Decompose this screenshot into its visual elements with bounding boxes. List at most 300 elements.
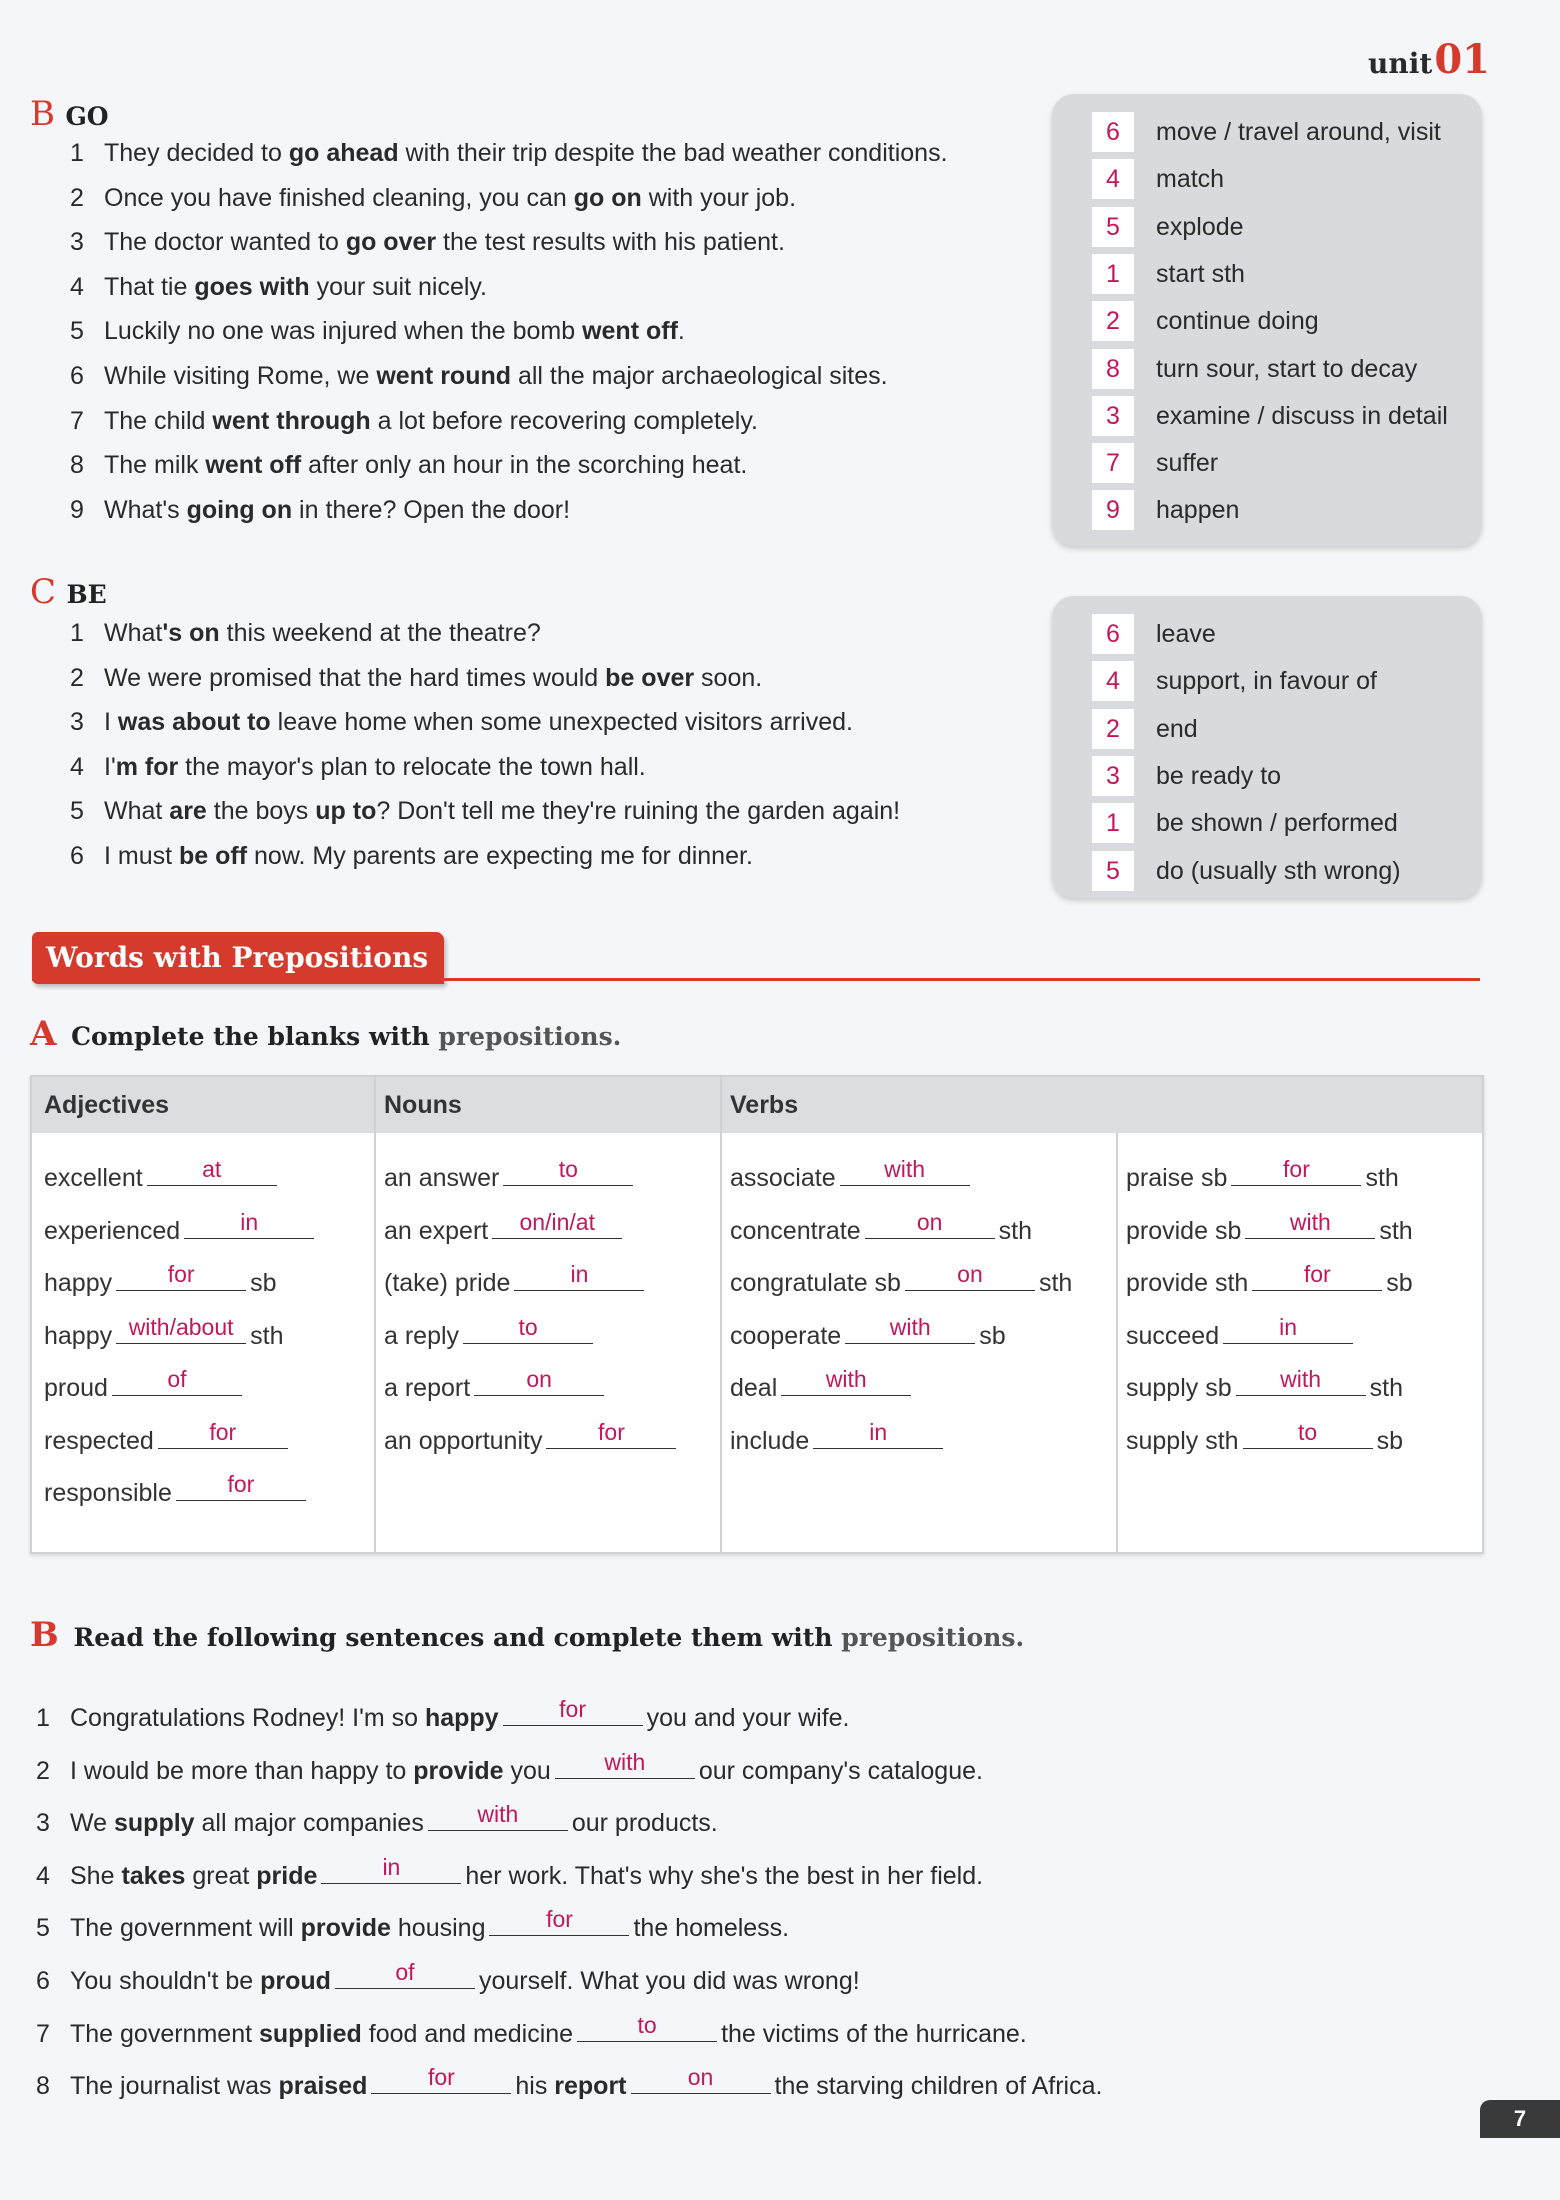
table-cell [44, 1206, 318, 1246]
cell-word: praise sb [1126, 1164, 1228, 1192]
phrasal-verb: 's on [162, 619, 220, 647]
item-text: the mayor's plan to relocate the town hall. [178, 752, 646, 781]
table-cell [1126, 1416, 1403, 1456]
answer-blank [503, 1693, 643, 1726]
item-text: I must [104, 842, 180, 870]
answer-blank [845, 1311, 975, 1344]
table-cell [44, 1311, 283, 1351]
item-number: 2 [70, 663, 84, 692]
keyword: proud [260, 1967, 331, 1995]
answer-blank [371, 2061, 511, 2094]
answer-blank [463, 1311, 593, 1344]
answer-blank [781, 1363, 911, 1396]
table-cell [384, 1258, 648, 1298]
page-number: 7 [1480, 2100, 1560, 2138]
phrasal-verb: go on [573, 183, 642, 212]
table-cell [730, 1311, 1006, 1351]
cell-word: happy [44, 1321, 113, 1350]
cell-word: respected [44, 1426, 154, 1455]
match-row [1092, 349, 1472, 389]
match-definition: suffer [1156, 449, 1219, 478]
phrasal-verb: was about to [117, 708, 271, 737]
cell-word: deal [730, 1374, 778, 1402]
item-text: yourself. What you did was wrong! [478, 1967, 860, 1995]
item-number: 4 [36, 1861, 50, 1890]
item-text: all the major archaeological sites. [511, 362, 888, 390]
answer-text: for [1303, 1261, 1331, 1287]
match-row [1092, 756, 1472, 796]
match-definition: examine / discuss in detail [1156, 401, 1448, 430]
answer-text: to [1297, 1418, 1318, 1445]
table-cell [384, 1363, 608, 1403]
item-text: That tie [104, 272, 195, 301]
cell-word: (take) pride [384, 1269, 511, 1297]
answer-text: for [1283, 1156, 1310, 1182]
answer-blank [905, 1258, 1035, 1291]
answer-text: with [825, 1366, 867, 1392]
cell-word: an answer [384, 1164, 500, 1192]
answer-text: with [477, 1801, 519, 1828]
phrasal-verb: go ahead [288, 139, 399, 167]
list-item [70, 495, 570, 525]
cell-suffix: sth [250, 1321, 284, 1350]
column-divider [374, 1077, 376, 1552]
answer-text: to [558, 1156, 578, 1182]
list-item [70, 227, 785, 257]
table-cell [384, 1311, 597, 1351]
cell-word: proud [44, 1374, 108, 1402]
cell-word: provide sb [1126, 1216, 1242, 1245]
answer-text: for [546, 1906, 573, 1933]
item-text: Congratulations Rodney! I'm so [70, 1704, 425, 1732]
item-text: the starving children of Africa. [774, 2072, 1103, 2101]
table-cell [730, 1416, 947, 1456]
match-row [1092, 490, 1472, 530]
list-item [70, 406, 758, 436]
match-number: 6 [1092, 112, 1134, 152]
answer-text: for [427, 2064, 455, 2091]
answer-blank [116, 1258, 246, 1291]
match-number: 2 [1092, 301, 1134, 341]
item-text: you [503, 1756, 551, 1785]
item-text: She [70, 1861, 122, 1890]
match-number: 1 [1092, 803, 1134, 843]
match-row [1092, 443, 1472, 483]
match-row [1092, 207, 1472, 247]
unit-label: unit01 [1368, 36, 1490, 83]
table-cell [44, 1416, 292, 1456]
match-row [1092, 709, 1472, 749]
item-text: We were promised that the hard times would [104, 663, 606, 692]
item-number: 3 [70, 228, 84, 257]
item-text: What's [104, 495, 187, 524]
answer-blank [503, 1153, 633, 1186]
answer-text: on [957, 1261, 983, 1287]
table-cell [44, 1468, 310, 1508]
match-number: 6 [1092, 614, 1134, 654]
list-item [70, 752, 646, 782]
answer-blank [184, 1206, 314, 1239]
item-text: the victims of the hurricane. [721, 2019, 1027, 2048]
task-a-instruction: A Complete the blanks with prepositions. [30, 1014, 622, 1054]
keyword: happy [424, 1704, 499, 1732]
phrasal-verb: goes with [194, 272, 310, 301]
answer-text: for [167, 1261, 195, 1287]
item-text: all major companies [194, 1809, 424, 1838]
match-number: 5 [1092, 851, 1134, 891]
cell-word: excellent [44, 1164, 143, 1192]
item-text: ? Don't tell me they're ruining the garden again! [376, 797, 901, 826]
item-text: her work. That's why she's the best in her field. [465, 1861, 984, 1890]
answer-blank [112, 1363, 242, 1396]
keyword: report [554, 2072, 627, 2101]
item-number: 9 [70, 495, 84, 524]
item-text: The milk [104, 451, 206, 480]
cell-suffix: sb [979, 1321, 1006, 1350]
answer-text: on/in/at [519, 1208, 595, 1235]
answer-text: with [604, 1748, 646, 1775]
item-text: soon. [694, 663, 763, 692]
table-cell [384, 1153, 637, 1193]
match-row [1092, 396, 1472, 436]
item-text: our company's catalogue. [698, 1756, 983, 1785]
item-text: leave home when some unexpected visitors arrived. [270, 708, 853, 737]
list-item [70, 272, 487, 302]
item-text: your suit nicely. [309, 272, 488, 301]
sentence-item [36, 2009, 1027, 2049]
item-text: While visiting Rome, we [104, 362, 377, 390]
answer-blank [474, 1363, 604, 1396]
answer-blank [1231, 1153, 1361, 1186]
cell-word: a report [384, 1374, 471, 1402]
task-b-instruction: B Read the following sentences and complete them with prepositions. [30, 1615, 1025, 1655]
answer-text: for [209, 1418, 237, 1445]
item-text: They decided to [104, 139, 289, 167]
answer-blank [631, 2061, 771, 2094]
column-divider [1116, 1133, 1118, 1552]
table-header [32, 1077, 1482, 1133]
cell-word: congratulate sb [730, 1269, 901, 1297]
answer-blank [555, 1746, 695, 1779]
match-row [1092, 661, 1472, 701]
item-text: I' [104, 752, 116, 781]
cell-suffix: sth [998, 1216, 1032, 1245]
match-definition: continue doing [1156, 307, 1319, 336]
match-definition: be shown / performed [1156, 809, 1398, 838]
item-text: food and medicine [361, 2019, 574, 2048]
answer-text: to [637, 2011, 657, 2038]
keyword: supplied [259, 2019, 362, 2048]
cell-word: an opportunity [384, 1426, 543, 1455]
item-text: You shouldn't be [70, 1967, 261, 1995]
answer-text: with [884, 1156, 926, 1182]
phrasal-verb: go over [345, 228, 437, 257]
phrasal-verb: going on [186, 495, 293, 524]
answer-text: with [889, 1313, 931, 1340]
cell-word: responsible [44, 1479, 172, 1507]
item-text: We [70, 1809, 114, 1838]
match-definition: do (usually sth wrong) [1156, 856, 1401, 885]
item-text: with their trip despite the bad weather conditions. [398, 139, 948, 167]
item-number: 1 [70, 139, 84, 167]
phrasal-verb: m for [115, 752, 179, 781]
header-adjectives: Adjectives [44, 1091, 170, 1119]
answer-blank [116, 1311, 246, 1344]
item-text: with your job. [641, 183, 797, 212]
match-number: 4 [1092, 159, 1134, 199]
banner-divider [32, 978, 1480, 981]
answer-blank [176, 1468, 306, 1501]
answer-text: of [395, 1959, 415, 1985]
header-nouns: Nouns [384, 1091, 462, 1119]
item-number: 6 [36, 1967, 50, 1995]
sentence-item [36, 2061, 1102, 2101]
item-text: our products. [571, 1809, 718, 1838]
cell-word: include [730, 1426, 810, 1455]
match-row [1092, 112, 1472, 152]
table-cell [1126, 1363, 1403, 1403]
answer-text: of [167, 1366, 187, 1392]
cell-word: supply sb [1126, 1374, 1232, 1402]
column-divider [720, 1077, 722, 1552]
match-number: 1 [1092, 254, 1134, 294]
answer-text: on [687, 2064, 714, 2091]
cell-word: a reply [384, 1321, 460, 1350]
keyword: praised [278, 2072, 368, 2101]
answer-text: for [227, 1471, 255, 1497]
table-cell [1126, 1206, 1413, 1246]
cell-word: experienced [44, 1216, 181, 1245]
item-text: his [515, 2072, 555, 2101]
section-c-header: C BE [30, 572, 107, 612]
phrasal-verb: are [169, 797, 207, 826]
list-item [70, 450, 747, 480]
answer-blank [840, 1153, 970, 1186]
answer-text: in [869, 1418, 888, 1445]
item-number: 4 [70, 272, 84, 301]
list-item [70, 361, 888, 391]
match-definition: leave [1156, 620, 1216, 648]
item-number: 8 [36, 2072, 50, 2101]
item-text: a lot before recovering completely. [370, 406, 758, 435]
answer-blank [335, 1956, 475, 1989]
item-number: 1 [70, 619, 84, 647]
match-number: 4 [1092, 661, 1134, 701]
match-definition: move / travel around, visit [1156, 118, 1441, 146]
answer-blank [428, 1798, 568, 1831]
answer-text: with/about [128, 1313, 234, 1340]
answer-blank [147, 1153, 277, 1186]
item-number: 5 [70, 797, 84, 826]
match-definition: match [1156, 165, 1225, 194]
section-b-header: B GO [30, 94, 109, 134]
cell-word: provide sth [1126, 1269, 1249, 1297]
answer-text: for [598, 1418, 625, 1445]
header-verbs: Verbs [730, 1091, 799, 1119]
item-text: the test results with his patient. [436, 228, 785, 257]
sentence-item [36, 1798, 718, 1838]
match-number: 5 [1092, 207, 1134, 247]
list-item [70, 663, 762, 693]
table-cell [730, 1206, 1032, 1246]
sentence-item [36, 1746, 983, 1786]
list-item [70, 796, 900, 826]
cell-word: supply sth [1126, 1426, 1239, 1455]
answer-blank [865, 1206, 995, 1239]
answer-blank [1223, 1311, 1353, 1344]
sentence-item [36, 1903, 789, 1943]
match-number: 2 [1092, 709, 1134, 749]
list-item [70, 183, 796, 213]
section-c-match-box [1052, 596, 1482, 898]
list-item [70, 618, 541, 648]
answer-text: in [382, 1853, 401, 1880]
list-item [70, 707, 853, 737]
table-cell [44, 1153, 281, 1193]
item-number: 7 [70, 406, 84, 435]
answer-blank [1243, 1416, 1373, 1449]
cell-suffix: sb [1386, 1269, 1413, 1297]
cell-suffix: sth [1369, 1374, 1403, 1402]
answer-text: at [202, 1156, 222, 1182]
cell-word: cooperate [730, 1321, 842, 1350]
item-text: I would be more than happy to [70, 1756, 414, 1785]
phrasal-verb: up to [315, 797, 377, 826]
cell-word: happy [44, 1269, 113, 1297]
match-number: 3 [1092, 756, 1134, 796]
item-text: the boys [206, 797, 316, 826]
answer-text: on [916, 1208, 943, 1235]
match-number: 3 [1092, 396, 1134, 436]
match-number: 8 [1092, 349, 1134, 389]
item-text: great [185, 1861, 257, 1890]
match-number: 9 [1092, 490, 1134, 530]
cell-word: concentrate [730, 1216, 861, 1245]
item-text: this weekend at the theatre? [219, 619, 541, 647]
cell-suffix: sth [1038, 1269, 1073, 1297]
answer-blank [489, 1903, 629, 1936]
keyword: provide [300, 1914, 391, 1943]
match-row [1092, 803, 1472, 843]
cell-suffix: sb [1376, 1426, 1403, 1455]
answer-text: in [570, 1261, 589, 1287]
list-item [70, 316, 685, 346]
answer-text: to [518, 1313, 538, 1340]
match-definition: happen [1156, 496, 1240, 525]
table-cell [730, 1363, 915, 1403]
sentence-item [36, 1956, 860, 1996]
answer-blank [813, 1416, 943, 1449]
phrasal-verb: be over [605, 663, 695, 692]
item-number: 6 [70, 362, 84, 390]
cell-suffix: sb [250, 1269, 277, 1297]
cell-word: succeed [1126, 1321, 1220, 1350]
cell-suffix: sth [1365, 1164, 1399, 1192]
answer-blank [546, 1416, 676, 1449]
answer-blank [1236, 1363, 1366, 1396]
table-cell [44, 1363, 246, 1403]
item-text: . [677, 317, 685, 346]
answer-blank [514, 1258, 644, 1291]
answer-blank [321, 1851, 461, 1884]
table-cell [384, 1416, 680, 1456]
item-number: 2 [70, 183, 84, 212]
phrasal-verb: went off [205, 451, 302, 480]
match-definition: explode [1156, 212, 1244, 241]
item-text: housing [390, 1914, 486, 1943]
match-row [1092, 159, 1472, 199]
item-number: 5 [36, 1914, 50, 1943]
answer-blank [1245, 1206, 1375, 1239]
list-item [70, 138, 948, 168]
table-cell [730, 1258, 1072, 1298]
match-definition: end [1156, 714, 1198, 743]
item-text: What [104, 797, 170, 826]
item-number: 3 [36, 1809, 50, 1838]
table-cell [1126, 1153, 1399, 1193]
item-text: The government [70, 2019, 259, 2048]
sentence-item [36, 1851, 983, 1891]
cell-word: an expert [384, 1216, 489, 1245]
table-cell [730, 1153, 974, 1193]
keyword: supply [114, 1809, 195, 1838]
phrasal-verb: went round [376, 362, 512, 390]
keyword: pride [256, 1861, 318, 1890]
item-number: 6 [70, 842, 84, 870]
match-row [1092, 301, 1472, 341]
item-text: the homeless. [633, 1914, 790, 1943]
item-text: in there? Open the door! [292, 495, 571, 524]
phrasal-verb: went off [582, 317, 678, 346]
answer-blank [158, 1416, 288, 1449]
item-number: 7 [36, 2019, 50, 2048]
match-row [1092, 614, 1472, 654]
prepositions-table [30, 1075, 1484, 1554]
phrasal-verb: be off [179, 842, 248, 870]
table-cell [1126, 1258, 1413, 1298]
item-text: The child [104, 406, 213, 435]
cell-suffix: sth [1379, 1216, 1413, 1245]
item-number: 3 [70, 708, 84, 737]
keyword: provide [413, 1756, 504, 1785]
item-number: 4 [70, 752, 84, 781]
answer-text: in [1279, 1313, 1298, 1340]
cell-word: associate [730, 1164, 836, 1192]
item-text: after only an hour in the scorching heat. [301, 451, 748, 480]
item-number: 5 [70, 317, 84, 346]
phrasal-verb: went through [212, 406, 371, 435]
answer-text: on [526, 1366, 552, 1392]
sentence-item [36, 1693, 850, 1733]
answer-blank [1252, 1258, 1382, 1291]
match-definition: start sth [1156, 259, 1245, 288]
list-item [70, 841, 753, 871]
match-number: 7 [1092, 443, 1134, 483]
answer-text: with [1289, 1208, 1331, 1235]
item-text: The doctor wanted to [104, 228, 346, 257]
item-text: The journalist was [70, 2072, 279, 2101]
match-definition: be ready to [1156, 761, 1282, 790]
item-number: 8 [70, 451, 84, 480]
item-text: Once you have finished cleaning, you can [104, 183, 574, 212]
table-cell [44, 1258, 277, 1298]
answer-text: in [240, 1208, 259, 1235]
item-text: Luckily no one was injured when the bomb [104, 317, 583, 346]
answer-text: with [1280, 1366, 1322, 1392]
item-text: The government will [70, 1914, 301, 1943]
item-text: now. My parents are expecting me for dinner. [247, 842, 753, 870]
item-number: 1 [36, 1704, 50, 1732]
